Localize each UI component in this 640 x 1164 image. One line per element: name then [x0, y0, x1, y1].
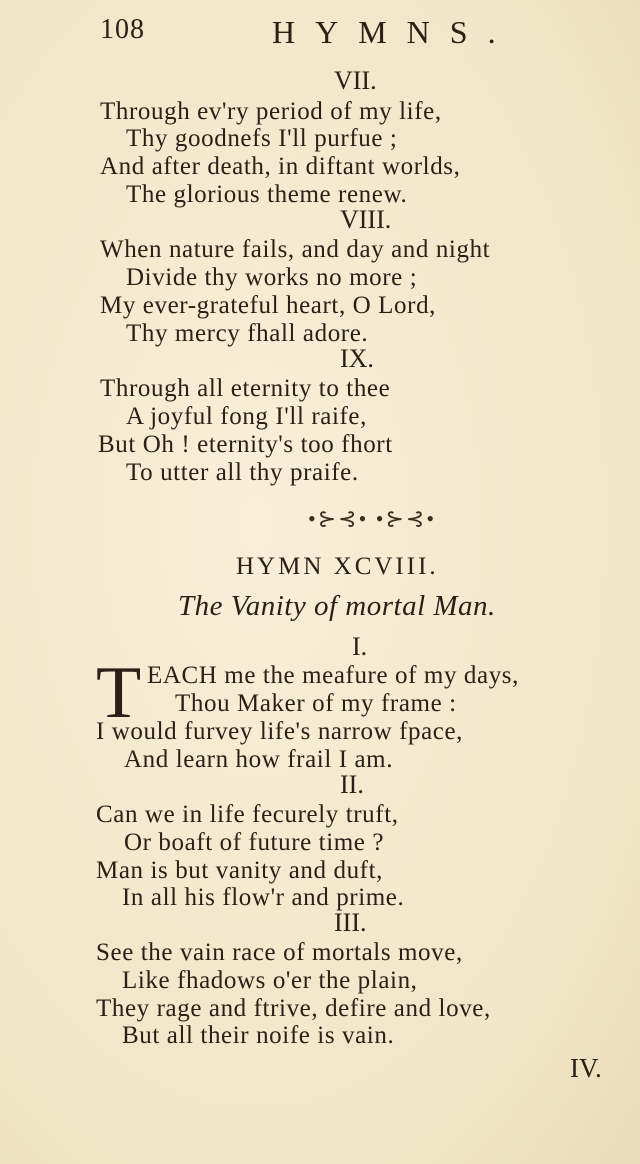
stanza-numeral: IX. — [340, 344, 374, 373]
verse-line: Can we in life fecurely truft, — [96, 801, 399, 828]
verse-line: When nature fails, and day and night — [100, 236, 491, 263]
verse-line: But all their noife is vain. — [122, 1022, 395, 1049]
page-number: 108 — [100, 14, 145, 45]
drop-cap: T — [96, 652, 142, 734]
verse-line: Thy mercy fhall adore. — [126, 320, 369, 347]
verse-line: To utter all thy praife. — [126, 459, 359, 486]
verse-line: Like fhadows o'er the plain, — [122, 967, 418, 994]
verse-line: Or boaft of future time ? — [124, 829, 385, 856]
verse-line: Through all eternity to thee — [100, 375, 391, 402]
running-head: HYMNS. — [272, 14, 516, 50]
stanza-numeral: VIII. — [340, 205, 392, 234]
verse-line: EACH me the meafure of my days, — [147, 662, 519, 689]
verse-line: The glorious theme renew. — [126, 181, 408, 208]
verse-line: And learn how frail I am. — [124, 746, 394, 773]
verse-line: They rage and ftrive, defire and love, — [96, 995, 491, 1022]
verse-line: A joyful fong I'll raife, — [126, 403, 367, 430]
verse-line: Divide thy works no more ; — [126, 264, 418, 291]
hymn-title: HYMN XCVIII. — [236, 553, 439, 580]
verse-line: And after death, in diftant worlds, — [100, 153, 461, 180]
verse-line: In all his flow'r and prime. — [122, 884, 405, 911]
verse-line: My ever-grateful heart, O Lord, — [100, 292, 437, 319]
stanza-numeral: VII. — [334, 66, 377, 95]
verse-line: But Oh ! eternity's too fhort — [98, 431, 393, 458]
hymn-subtitle: The Vanity of mortal Man. — [178, 590, 496, 622]
stanza-numeral: II. — [340, 770, 364, 799]
catchword: IV. — [570, 1053, 602, 1083]
verse-line: Thy goodnefs I'll purfue ; — [126, 125, 398, 152]
verse-line: Man is but vanity and duft, — [96, 857, 384, 884]
printer-ornament: •⊱⊰• •⊱⊰• — [308, 506, 437, 531]
stanza-numeral: I. — [352, 632, 368, 661]
verse-line: Through ev'ry period of my life, — [100, 98, 442, 125]
verse-line: See the vain race of mortals move, — [96, 939, 463, 966]
verse-line: I would furvey life's narrow fpace, — [96, 718, 464, 745]
verse-line: Thou Maker of my frame : — [175, 690, 457, 717]
stanza-numeral: III. — [334, 908, 367, 937]
